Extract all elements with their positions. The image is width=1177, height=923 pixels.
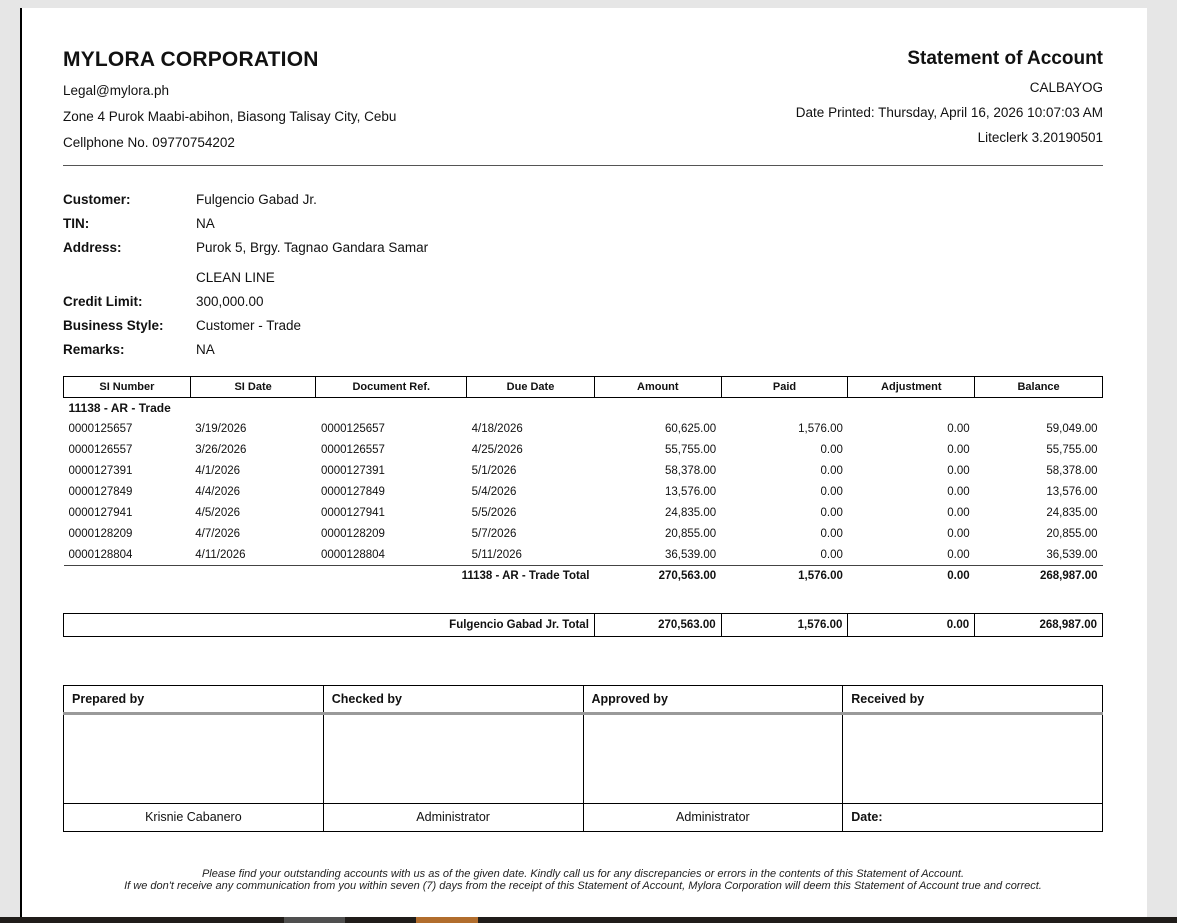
remarks-value: NA bbox=[196, 342, 215, 357]
company-phone: Cellphone No. 09770754202 bbox=[63, 135, 235, 150]
cell-paid: 1,576.00 bbox=[798, 423, 843, 435]
col-header-document-ref: Document Ref. bbox=[316, 377, 467, 398]
cell-paid: 0.00 bbox=[820, 507, 843, 519]
cell-due-date: 4/18/2026 bbox=[471, 423, 523, 435]
cell-si-number: 0000127391 bbox=[68, 465, 133, 477]
table-row bbox=[64, 419, 1103, 440]
cell-si-date: 4/4/2026 bbox=[195, 486, 241, 498]
group-total-paid: 1,576.00 bbox=[798, 570, 843, 583]
group-total-amount: 270,563.00 bbox=[658, 570, 717, 583]
col-header-si-number: SI Number bbox=[64, 377, 191, 398]
cell-balance: 13,576.00 bbox=[1046, 486, 1098, 498]
customer-total-amount: 270,563.00 bbox=[594, 613, 721, 636]
address2-label bbox=[63, 266, 196, 290]
cell-amount: 58,378.00 bbox=[664, 465, 717, 477]
cell-due-date: 5/7/2026 bbox=[471, 528, 517, 540]
cell-document-ref: 0000125657 bbox=[320, 423, 385, 435]
customer-total-table bbox=[63, 613, 1103, 637]
group-total-balance: 268,987.00 bbox=[1039, 570, 1098, 583]
group-total-adjustment: 0.00 bbox=[947, 570, 970, 583]
customer-total-row bbox=[64, 613, 1103, 636]
table-header-row bbox=[64, 377, 1103, 398]
taskbar-edge[interactable] bbox=[0, 917, 1177, 923]
col-header-balance: Balance bbox=[975, 377, 1103, 398]
group-label: 11138 - AR - Trade bbox=[68, 401, 171, 416]
document-header bbox=[63, 48, 1103, 150]
business-style-value: Customer - Trade bbox=[196, 318, 302, 333]
approved-by-space bbox=[583, 713, 843, 803]
customer-info bbox=[63, 188, 1103, 362]
signature-space-row bbox=[64, 713, 1103, 803]
customer-label: Customer: bbox=[63, 192, 131, 207]
customer-total-label: Fulgencio Gabad Jr. Total bbox=[64, 613, 595, 636]
cell-amount: 55,755.00 bbox=[664, 444, 717, 456]
footer-note bbox=[63, 868, 1103, 893]
address2-row bbox=[63, 266, 1103, 290]
cell-adjustment: 0.00 bbox=[947, 423, 970, 435]
tin-label: TIN: bbox=[63, 216, 90, 231]
company-block bbox=[63, 48, 396, 150]
company-email: Legal@mylora.ph bbox=[63, 83, 170, 98]
checked-by-name: Administrator bbox=[323, 803, 583, 831]
cell-paid: 0.00 bbox=[820, 444, 843, 456]
page-content bbox=[22, 8, 1147, 893]
cell-document-ref: 0000127849 bbox=[320, 486, 385, 498]
cell-paid: 0.00 bbox=[820, 486, 843, 498]
date-printed: Date Printed: Thursday, April 16, 2026 10:07:03 AM bbox=[795, 105, 1103, 120]
approved-by-name: Administrator bbox=[583, 803, 843, 831]
credit-limit-row bbox=[63, 290, 1103, 314]
cell-amount: 24,835.00 bbox=[664, 507, 717, 519]
cell-si-number: 0000126557 bbox=[68, 444, 133, 456]
prepared-by-name: Krisnie Cabanero bbox=[64, 803, 324, 831]
col-header-amount: Amount bbox=[594, 377, 721, 398]
statement-table bbox=[63, 376, 1103, 587]
tin-value: NA bbox=[196, 216, 215, 231]
cell-document-ref: 0000126557 bbox=[320, 444, 385, 456]
credit-limit-label: Credit Limit: bbox=[63, 294, 143, 309]
address2-value: CLEAN LINE bbox=[196, 270, 275, 285]
cell-amount: 36,539.00 bbox=[594, 545, 721, 566]
date-label: Date: bbox=[843, 803, 1103, 831]
cell-due-date: 5/1/2026 bbox=[471, 465, 517, 477]
cell-si-number: 0000127941 bbox=[68, 507, 133, 519]
credit-limit-value: 300,000.00 bbox=[196, 294, 264, 309]
cell-adjustment: 0.00 bbox=[947, 528, 970, 540]
taskbar-app-highlight-gray[interactable] bbox=[284, 917, 345, 923]
group-total-label: 11138 - AR - Trade Total bbox=[461, 570, 590, 583]
col-header-adjustment: Adjustment bbox=[848, 377, 975, 398]
cell-due-date: 5/5/2026 bbox=[471, 507, 517, 519]
table-row bbox=[64, 461, 1103, 482]
tin-row bbox=[63, 212, 1103, 236]
received-by-space bbox=[843, 713, 1103, 803]
taskbar-app-highlight-orange[interactable] bbox=[416, 917, 478, 923]
table-row bbox=[64, 503, 1103, 524]
address-row bbox=[63, 236, 1103, 260]
cell-document-ref: 0000127941 bbox=[320, 507, 385, 519]
cell-si-date: 3/26/2026 bbox=[195, 444, 247, 456]
header-divider bbox=[63, 165, 1103, 166]
document-page bbox=[20, 8, 1147, 917]
customer-total-paid: 1,576.00 bbox=[721, 613, 848, 636]
address-value: Purok 5, Brgy. Tagnao Gandara Samar bbox=[196, 240, 429, 255]
cell-si-number: 0000127849 bbox=[68, 486, 133, 498]
checked-by-space bbox=[323, 713, 583, 803]
cell-si-date: 4/5/2026 bbox=[195, 507, 241, 519]
cell-si-date: 4/1/2026 bbox=[195, 465, 241, 477]
remarks-row bbox=[63, 338, 1103, 362]
cell-si-date: 4/11/2026 bbox=[190, 545, 316, 566]
cell-si-number: 0000125657 bbox=[68, 423, 133, 435]
cell-due-date: 4/25/2026 bbox=[471, 444, 523, 456]
cell-paid: 0.00 bbox=[820, 465, 843, 477]
cell-balance: 58,378.00 bbox=[1046, 465, 1098, 477]
cell-paid: 0.00 bbox=[721, 545, 848, 566]
company-address: Zone 4 Purok Maabi-abihon, Biasong Talisay City, Cebu bbox=[63, 109, 397, 124]
customer-total-balance: 268,987.00 bbox=[975, 613, 1103, 636]
cell-adjustment: 0.00 bbox=[947, 444, 970, 456]
cell-adjustment: 0.00 bbox=[848, 545, 975, 566]
footer-line-1: Please find your outstanding accounts with us as of the given date. Kindly call us for any discrepancies or errors in the contents of this Statement of Account. bbox=[201, 867, 965, 880]
cell-adjustment: 0.00 bbox=[947, 507, 970, 519]
cell-amount: 60,625.00 bbox=[664, 423, 717, 435]
signature-table bbox=[63, 685, 1103, 832]
table-row bbox=[64, 524, 1103, 545]
prepared-by-header: Prepared by bbox=[64, 685, 324, 713]
cell-due-date: 5/11/2026 bbox=[467, 545, 595, 566]
company-name: MYLORA CORPORATION bbox=[63, 48, 319, 71]
cell-paid: 0.00 bbox=[820, 528, 843, 540]
remarks-label: Remarks: bbox=[63, 342, 125, 357]
col-header-si-date: SI Date bbox=[190, 377, 316, 398]
cell-due-date: 5/4/2026 bbox=[471, 486, 517, 498]
business-style-label: Business Style: bbox=[63, 318, 164, 333]
address-label: Address: bbox=[63, 240, 122, 255]
table-row bbox=[64, 482, 1103, 503]
footer-line-2: If we don't receive any communication from you within seven (7) days from the receipt of this Statement of Account, Mylora Corporation will deem this Statement of Account true and correct. bbox=[124, 880, 1042, 892]
software-version: Liteclerk 3.20190501 bbox=[977, 130, 1103, 145]
cell-amount: 20,855.00 bbox=[664, 528, 717, 540]
cell-amount: 13,576.00 bbox=[664, 486, 717, 498]
col-header-paid: Paid bbox=[721, 377, 848, 398]
approved-by-header: Approved by bbox=[583, 685, 843, 713]
document-title-block bbox=[796, 48, 1103, 145]
cell-balance: 20,855.00 bbox=[1046, 528, 1098, 540]
branch-name: CALBAYOG bbox=[1029, 80, 1103, 95]
table-row bbox=[64, 545, 1103, 566]
customer-total-adjustment: 0.00 bbox=[848, 613, 975, 636]
table-row bbox=[64, 440, 1103, 461]
customer-row bbox=[63, 188, 1103, 212]
group-header-row bbox=[64, 398, 1103, 419]
group-total-row bbox=[64, 566, 1103, 587]
business-style-row bbox=[63, 314, 1103, 338]
cell-balance: 59,049.00 bbox=[1046, 423, 1098, 435]
cell-document-ref: 0000128804 bbox=[316, 545, 467, 566]
cell-si-number: 0000128804 bbox=[64, 545, 191, 566]
cell-balance: 55,755.00 bbox=[1046, 444, 1098, 456]
cell-si-date: 3/19/2026 bbox=[195, 423, 247, 435]
cell-adjustment: 0.00 bbox=[947, 465, 970, 477]
cell-adjustment: 0.00 bbox=[947, 486, 970, 498]
cell-si-date: 4/7/2026 bbox=[195, 528, 241, 540]
customer-value: Fulgencio Gabad Jr. bbox=[196, 192, 317, 207]
received-by-header: Received by bbox=[843, 685, 1103, 713]
cell-document-ref: 0000127391 bbox=[320, 465, 385, 477]
prepared-by-space bbox=[64, 713, 324, 803]
checked-by-header: Checked by bbox=[323, 685, 583, 713]
signature-names-row bbox=[64, 803, 1103, 831]
document-title: Statement of Account bbox=[907, 48, 1103, 69]
cell-document-ref: 0000128209 bbox=[320, 528, 385, 540]
cell-si-number: 0000128209 bbox=[68, 528, 133, 540]
cell-balance: 36,539.00 bbox=[975, 545, 1103, 566]
col-header-due-date: Due Date bbox=[467, 377, 595, 398]
cell-balance: 24,835.00 bbox=[1046, 507, 1098, 519]
signature-header-row bbox=[64, 685, 1103, 713]
